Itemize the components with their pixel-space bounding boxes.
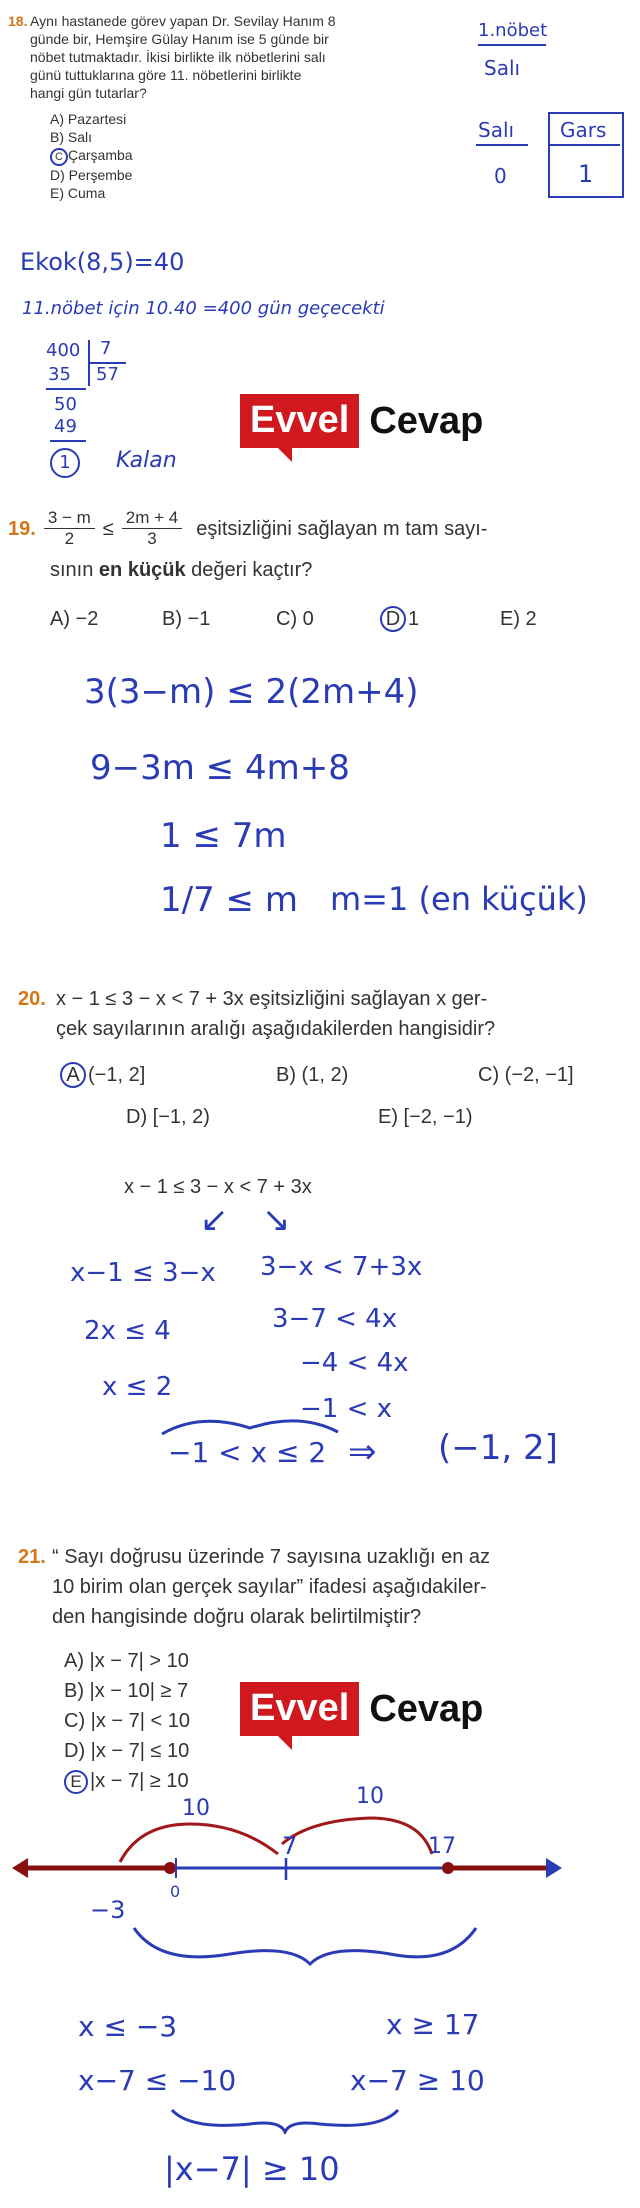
work-combined: −1 < x ≤ 2 — [168, 1436, 327, 1469]
option-c: C) 0 — [276, 608, 314, 630]
question-text-line: Aynı hastanede görev yapan Dr. Sevilay Hanım 8 — [30, 13, 336, 29]
question-21 — [18, 1542, 628, 1632]
question-text-line: çek sayılarının aralığı aşağıdakilerden hangisidir? — [56, 1018, 496, 1040]
question-text-line: 10 birim olan gerçek sayılar” ifadesi aşağıdakiler- — [52, 1576, 487, 1598]
table-right-line — [550, 144, 620, 146]
days-line: 11.nöbet için 10.40 =400 gün geçecekti — [22, 298, 385, 319]
work-line: 1/7 ≤ m — [160, 880, 298, 920]
option-b: B) (1, 2) — [276, 1064, 349, 1086]
printed-inequality: x − 1 ≤ 3 − x < 7 + 3x — [124, 1176, 312, 1198]
work-answer: (−1, 2] — [438, 1428, 558, 1468]
work-final: |x−7| ≥ 10 — [164, 2150, 340, 2188]
question-text-line: sının en küçük değeri kaçtır? — [50, 559, 313, 581]
question-18 — [8, 12, 408, 202]
note-first-duty: 1.nöbet — [478, 20, 548, 41]
table-left-head: Salı — [478, 118, 515, 142]
option-b: B) −1 — [162, 608, 211, 630]
option-e: E) [−2, −1) — [378, 1106, 473, 1128]
question-number: 21. — [18, 1546, 46, 1568]
relation: ≤ — [102, 517, 114, 540]
question-text: eşitsizliğini sağlayan m tam sayı- — [196, 517, 488, 540]
table-left-line — [476, 144, 528, 146]
remainder-circle: 1 — [50, 448, 80, 478]
work-line: 9−3m ≤ 4m+8 — [90, 748, 350, 788]
note-tuesday: Salı — [484, 56, 521, 80]
option-a: A) |x − 7| > 10 — [64, 1650, 189, 1672]
option-e: E) Cuma — [50, 185, 106, 201]
option-d: D) [−1, 2) — [126, 1106, 210, 1128]
work-right-line: x−7 ≥ 10 — [350, 2064, 485, 2097]
option-d: D) Perşembe — [50, 167, 133, 183]
answer-circle: E — [64, 1770, 88, 1794]
question-number: 20. — [18, 988, 46, 1010]
underline — [478, 44, 546, 46]
question-text-line: nöbet tutmaktadır. İkisi birlikte ilk nöbetlerini salı — [30, 49, 326, 65]
tick-label-0: 0 — [170, 1882, 181, 1901]
question-text-line: günde bir, Hemşire Gülay Hanım ise 5 günde bir — [30, 31, 329, 47]
implies-arrow: ⇒ — [348, 1432, 377, 1472]
work-right-line: −4 < 4x — [300, 1348, 409, 1378]
fraction-right: $\frac{2m + 4}{3}$ — [122, 508, 182, 549]
question-text-line: den hangisinde doğru olarak belirtilmiştir? — [52, 1606, 422, 1628]
work-left-line: x−7 ≤ −10 — [78, 2064, 237, 2097]
table-left-value: 0 — [494, 164, 507, 188]
work-right-line: 3−7 < 4x — [272, 1304, 398, 1334]
lcm-line: Ekok(8,5)=40 — [20, 248, 185, 276]
distance-label-left: 10 — [182, 1796, 210, 1821]
work-right-line: 3−x < 7+3x — [260, 1252, 423, 1282]
option-c: C Çarşamba — [30, 146, 408, 166]
logo-black-text: Cevap — [369, 1687, 484, 1730]
tick-label-7: 7 — [282, 1832, 298, 1860]
option-a: A (−1, 2] — [60, 1060, 145, 1090]
work-left-line: 2x ≤ 4 — [84, 1316, 171, 1346]
option-e: E |x − 7| ≥ 10 — [64, 1766, 284, 1796]
tick-label-minus3: −3 — [90, 1896, 126, 1924]
division-dividend: 400 — [46, 340, 81, 361]
work-left-line: x−1 ≤ 3−x — [70, 1258, 216, 1288]
option-d: D) |x − 7| ≤ 10 — [64, 1740, 190, 1762]
division-rule — [50, 440, 86, 442]
division-mid: 50 — [54, 394, 77, 415]
work-right-line: x ≥ 17 — [386, 2008, 480, 2041]
option-a: A) −2 — [50, 608, 99, 630]
question-number: 18. — [8, 13, 28, 29]
question-number: 19. — [8, 517, 36, 540]
option-b: B) |x − 10| ≥ 7 — [64, 1680, 189, 1702]
division-divisor: 7 — [100, 338, 112, 359]
question-text-line: “ Sayı doğrusu üzerinde 7 sayısına uzaklığı en az — [52, 1546, 491, 1568]
table-right-value: 1 — [578, 160, 594, 188]
division-sub1: 35 — [48, 364, 71, 385]
answer-circle: C — [50, 148, 68, 166]
remainder-label: Kalan — [116, 448, 177, 473]
division-quotient: 57 — [96, 364, 119, 385]
work-right-line: −1 < x — [300, 1394, 393, 1424]
logo-red-text: Evvel — [240, 394, 359, 448]
logo-black-text: Cevap — [369, 399, 484, 442]
brace — [130, 1920, 480, 1970]
answer-circle: D — [380, 606, 406, 632]
logo-red-text: Evvel — [240, 1682, 359, 1736]
work-line: 3(3−m) ≤ 2(2m+4) — [84, 672, 419, 712]
arrow-down-left: ↙ — [200, 1200, 229, 1240]
question-text-line: x − 1 ≤ 3 − x < 7 + 3x eşitsizliğini sağlayan x ger- — [56, 988, 488, 1010]
work-answer: m=1 (en küçük) — [330, 880, 588, 918]
work-line: 1 ≤ 7m — [160, 816, 287, 856]
answer-circle: A — [60, 1062, 86, 1088]
distance-label-right: 10 — [356, 1784, 384, 1809]
logo — [240, 1682, 483, 1736]
work-left-line: x ≤ −3 — [78, 2010, 178, 2043]
options-20 — [60, 1060, 630, 1140]
tick-label-17: 17 — [428, 1834, 456, 1859]
question-text-line: hangi gün tutarlar? — [30, 85, 147, 101]
question-text-line: günü tuttuklarına göre 11. nöbetlerini birlikte — [30, 67, 302, 83]
work-left-line: x ≤ 2 — [102, 1372, 173, 1402]
option-d: D 1 — [380, 604, 419, 634]
option-c: C) |x − 7| < 10 — [64, 1710, 191, 1732]
table-right-head: Gars — [560, 118, 607, 142]
question-20 — [18, 984, 628, 1044]
options-19 — [50, 604, 630, 636]
fraction-left: $\frac{3 - m}{2}$ — [44, 508, 95, 549]
option-c: C) (−2, −1] — [478, 1064, 574, 1086]
option-e: E) 2 — [500, 608, 537, 630]
division-rule — [46, 388, 86, 390]
option-b: B) Salı — [50, 129, 93, 145]
arrow-down-right: ↘ — [262, 1200, 291, 1240]
brace — [170, 2104, 400, 2134]
question-19 — [8, 508, 628, 585]
logo — [240, 394, 483, 448]
division-sub2: 49 — [54, 416, 77, 437]
option-a: A) Pazartesi — [50, 111, 127, 127]
